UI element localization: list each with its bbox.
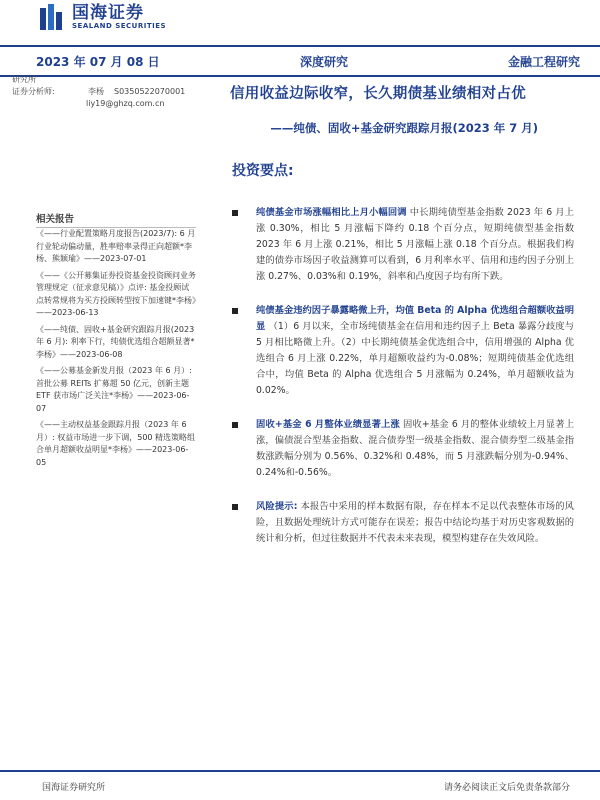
- related-report[interactable]: 《——《公开募集证券投资基金投资顾问业务管理规定（征求意见稿）》点评: 基金投顾试点转常规将为买方投顾转型按下加速键*李杨》——2023-06-13: [36, 270, 196, 317]
- related-reports-heading: 相关报告: [36, 211, 196, 228]
- analyst-label: 证券分析师:: [12, 87, 55, 96]
- brand-logo: [40, 4, 166, 30]
- key-point: [232, 417, 574, 481]
- point-body: 固收+基金 6 月的整体业绩较上月显著上涨，偏债混合型基金指数、混合债券型一级基金指数、混合债券型二级基金指数涨跌幅分别为 0.56%、0.32%和 0.48%，而 5 月涨跌幅分别为-0.94%、0.24%和-0.56%。: [256, 419, 574, 478]
- logo-icon: [40, 4, 66, 30]
- related-report[interactable]: 《——纯债、固收+基金研究跟踪月报(2023 年 6 月): 利率下行，纯债优选组合超额显著*李杨》——2023-06-08: [36, 324, 195, 359]
- brand-name-en: SEALAND SECURITIES: [72, 22, 167, 30]
- header-bar: [0, 45, 600, 77]
- report-title: 信用收益边际收窄，长久期债基业绩相对占优: [230, 86, 526, 102]
- point-heading: 纯债基金违约因子暴露略微上升，均值 Beta 的 Alpha 优选组合超额收益明显: [256, 305, 575, 332]
- point-body: （1）6 月以来，全市场纯债基金在信用和违约因子上 Beta 暴露分歧度与 5 月相比略微上升。（2）中长期纯债基金优选组合中，信用增强的 Alpha 优选组合 6 月上涨 0.22%，单月超额收益约为-0.08%；短期纯债基金优选组合中，均值 Beta 的 Alpha 优选组合 5 月涨幅为 0.24%，单月超额收益为 0.02%。: [256, 321, 574, 396]
- footer-institute: 国海证券研究所: [42, 783, 106, 793]
- bullet-icon: [232, 308, 238, 314]
- analyst-name: 李杨: [88, 87, 104, 96]
- bullet-icon: [232, 504, 238, 510]
- point-body: 本报告中采用的样本数据有限，存在样本不足以代表整体市场的风险，且数据处理统计方式可能存在误差；报告中结论均基于对历史客观数据的统计和分析，但过往数据并不代表未来表现，模型构建存在失效风险。: [256, 501, 574, 544]
- section-title: 投资要点:: [232, 163, 294, 179]
- report-date: 2023 年 07 月 08 日: [36, 55, 160, 69]
- key-point: [232, 303, 574, 399]
- report-field: 金融工程研究: [507, 55, 580, 69]
- analyst-email[interactable]: liy19@ghzq.com.cn: [86, 99, 165, 108]
- analyst-license: S0350522070001: [114, 87, 186, 96]
- analyst-dept: 研究所: [12, 75, 36, 84]
- bullet-icon: [232, 422, 238, 428]
- related-report[interactable]: 《——公募基金新发月报（2023 年 6 月）: 首批公募 REITs 扩募超 50 亿元，创新主题 ETF 获市场广泛关注*李杨》——2023-06-07: [36, 366, 192, 413]
- related-report[interactable]: 《——行业配置策略月度报告(2023/7): 6 月行业轮动偏动量，胜率赔率录得正向超额*李杨、熊颖瑜》——2023-07-01: [36, 229, 196, 263]
- key-point: [232, 205, 574, 285]
- footer-disclaimer: 请务必阅读正文后免责条款部分: [443, 783, 570, 793]
- related-reports-list: [36, 228, 196, 473]
- risk-warning: [232, 499, 574, 547]
- brand-name-cn: 国海证券: [72, 3, 144, 23]
- related-report[interactable]: 《——主动权益基金跟踪月报（2023 年 6 月）: 权益市场进一步下调，500 精选策略组合单月超额收益明显*李杨》——2023-06-05: [36, 420, 196, 467]
- point-body: 中长期纯债型基金指数 2023 年 6 月上涨 0.30%，相比 5 月涨幅下降约 0.18 个百分点，短期纯债型基金指数 2023 年 6 月上涨 0.21%，相比 5 月涨幅上涨 0.18 个百分点。根据我们构建的债券市场因子收益测算可以看到，6 月利率水平、信用和违约因子分别上涨 0.27%、0.03%和 0.19%，斜率和凸度因子均有所下跌。: [256, 207, 574, 282]
- report-subtitle: ——纯债、固收+基金研究跟踪月报(2023 年 7 月): [270, 121, 538, 135]
- report-type: 深度研究: [300, 55, 349, 69]
- bullet-icon: [232, 210, 238, 216]
- point-heading: 固收+基金 6 月整体业绩显著上涨: [256, 419, 400, 430]
- footer-divider: [0, 770, 600, 772]
- analyst-info: [12, 74, 185, 110]
- point-heading: 纯债基金市场涨幅相比上月小幅回调: [256, 207, 407, 218]
- point-heading: 风险提示:: [256, 501, 298, 512]
- key-points: [232, 205, 574, 565]
